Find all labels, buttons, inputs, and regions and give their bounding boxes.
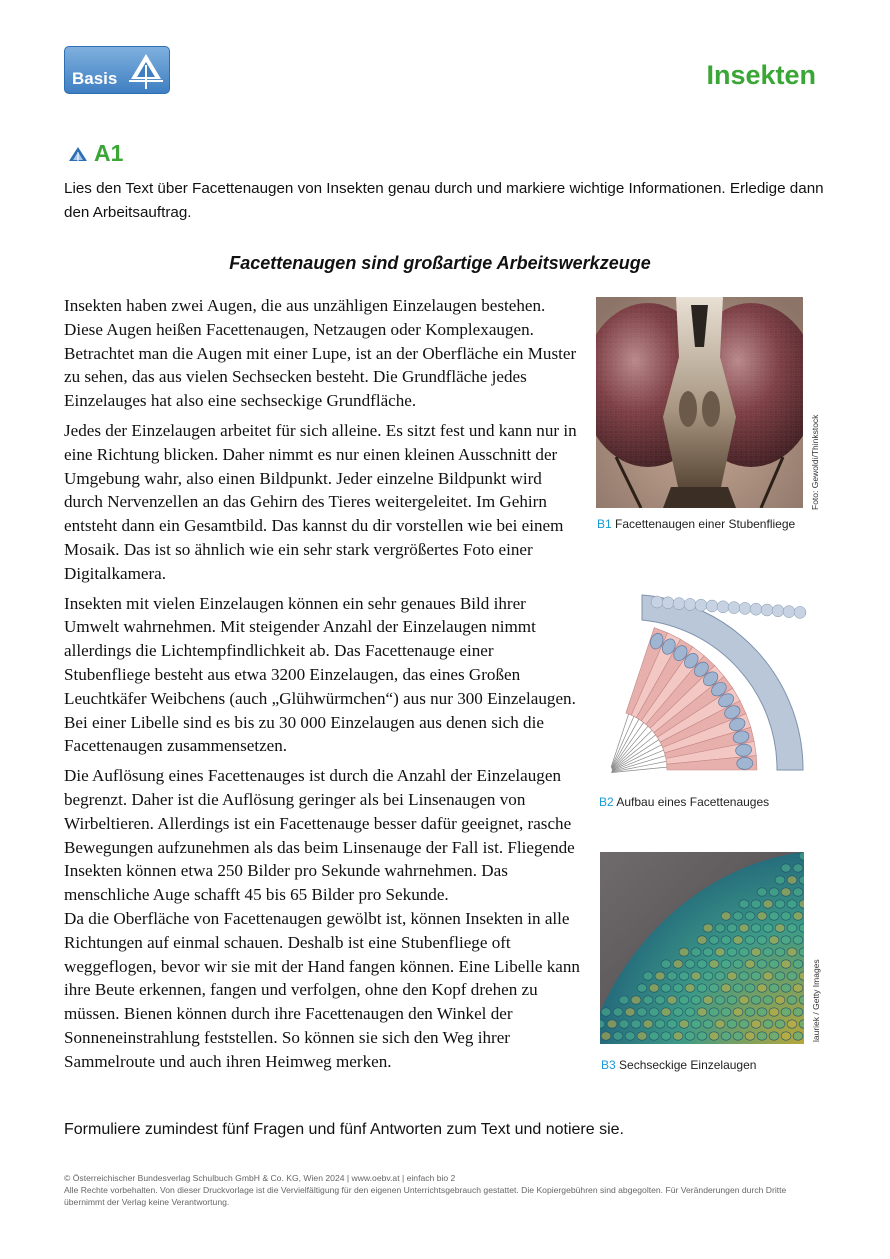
task-intro: Lies den Text über Facettenaugen von Insekten genau durch und markiere wichtige Informationen. Erledige dann den Arbeitsauftrag. — [64, 180, 824, 221]
hexagonal-facets-photo — [600, 852, 804, 1044]
paragraph-2: Jedes der Einzelaugen arbeitet für sich alleine. Es sitzt fest und kann nur in eine Richtung blicken. Daher nimmt es nur einen kleinen Ausschnitt der Umgebung wahr, also einen Bildpunkt. Jeder einzelne Bildpunkt wird durch Nervenzellen an das Gehirn des Tieres weitergeleitet. Im Gehirn entsteht dann ein Gesamtbild. Das kannst du dir vorstellen wie bei einem Mosaik. Das ist so ähnlich wie ein sehr stark vergrößertes Foto einer Digitalkamera. — [64, 420, 577, 583]
b1-caption — [597, 517, 795, 531]
copyright-footer — [64, 1172, 824, 1208]
b2-number: B2 — [599, 795, 614, 809]
b1-number: B1 — [597, 517, 612, 531]
logo-triangle-icon — [129, 51, 163, 89]
b1-credit: Foto: Gewoldi/Thinkstock — [810, 414, 820, 510]
article-body — [64, 294, 584, 1080]
basis-logo — [64, 46, 170, 94]
b3-credit: lauriek / Getty Images — [811, 959, 821, 1042]
logo-text: Basis — [72, 69, 118, 88]
page-topic: Insekten — [706, 60, 816, 90]
assignment-text: Formuliere zumindest fünf Fragen und fünf Antworten zum Text und notiere sie. — [64, 1121, 624, 1138]
basis-level-icon — [68, 146, 88, 162]
paragraph-1: Insekten haben zwei Augen, die aus unzähligen Einzelaugen bestehen. Diese Augen heißen Facettenaugen, Netzaugen oder Komplexaugen. Betrachtet man die Augen mit einer Lupe, ist an der Oberfläche ein Muster zu sehen, das aus vielen Sechsecken besteht. Die Grundfläche jedes Einzelauges hat also eine sechseckige Grundfläche. — [64, 296, 577, 411]
article-title: Facettenaugen sind großartige Arbeitswerkzeuge — [229, 253, 651, 273]
b1-caption-text: Facettenaugen einer Stubenfliege — [615, 517, 796, 531]
paragraph-4: Die Auflösung eines Facettenauges ist durch die Anzahl der Einzelaugen begrenzt. Daher ist die Auflösung geringer als bei Linsenaugen von Wirbeltieren. Allerdings ist ein Facettenauge besser dafür geeignet, rasche Bewegungen aufzunehmen als das beim Linsenauge der Fall ist. Fliegende Insekten können etwa 250 Bilder pro Sekunde wahrnehmen. Das menschliche Auge schafft 45 bis 65 Bilder pro Sekunde. — [64, 766, 575, 905]
b2-caption-text: Aufbau eines Facettenauges — [616, 795, 770, 809]
footer-line-2: Alle Rechte vorbehalten. Von dieser Druckvorlage ist die Vervielfältigung für den eigenen Unterrichtsgebrauch gestattet. Die Kopiergebühren sind abgegolten. Für Veränderungen durch Dritte übernimmt der Verlag keine Verantwortung. — [64, 1185, 787, 1207]
task-id: A1 — [94, 140, 124, 166]
b2-caption — [599, 795, 769, 809]
fly-eyes-photo — [596, 297, 803, 508]
compound-eye-diagram — [597, 590, 807, 786]
footer-line-1: © Österreichischer Bundesverlag Schulbuch GmbH & Co. KG, Wien 2024 | www.oebv.at | einfach bio 2 — [64, 1173, 456, 1183]
b3-caption — [601, 1058, 756, 1072]
b3-caption-text: Sechseckige Einzelaugen — [619, 1058, 757, 1072]
paragraph-3: Insekten mit vielen Einzelaugen können ein sehr genaues Bild ihrer Umwelt wahrnehmen. Mit steigender Anzahl der Einzelaugen nimmt allerdings die Lichtempfindlichkeit ab. Das Facettenauge einer Stubenfliege besteht aus etwa 3200 Einzelaugen, das eines Großen Leuchtkäfer Weibchens (auch „Glühwürmchen“) aus nur 300 Einzelaugen. Bei einer Libelle sind es bis zu 30 000 Einzelaugen aus denen sich die Facettenaugen zusammensetzen. — [64, 593, 576, 756]
paragraph-5: Da die Oberfläche von Facettenaugen gewölbt ist, können Insekten in alle Richtungen auf einmal schauen. Deshalb ist eine Stubenfliege oft weggeflogen, bevor wir sie mit der Hand fangen können. Eine Libelle kann ihre Beute erkennen, fangen und verfolgen, ohne den Kopf drehen zu müssen. Bienen können durch ihre Facettenaugen den Winkel der Sonneneinstrahlung feststellen. So können sie sich den Weg ihrer Sammelroute und auch ihren Heimweg merken. — [64, 908, 580, 1071]
b3-number: B3 — [601, 1058, 616, 1072]
